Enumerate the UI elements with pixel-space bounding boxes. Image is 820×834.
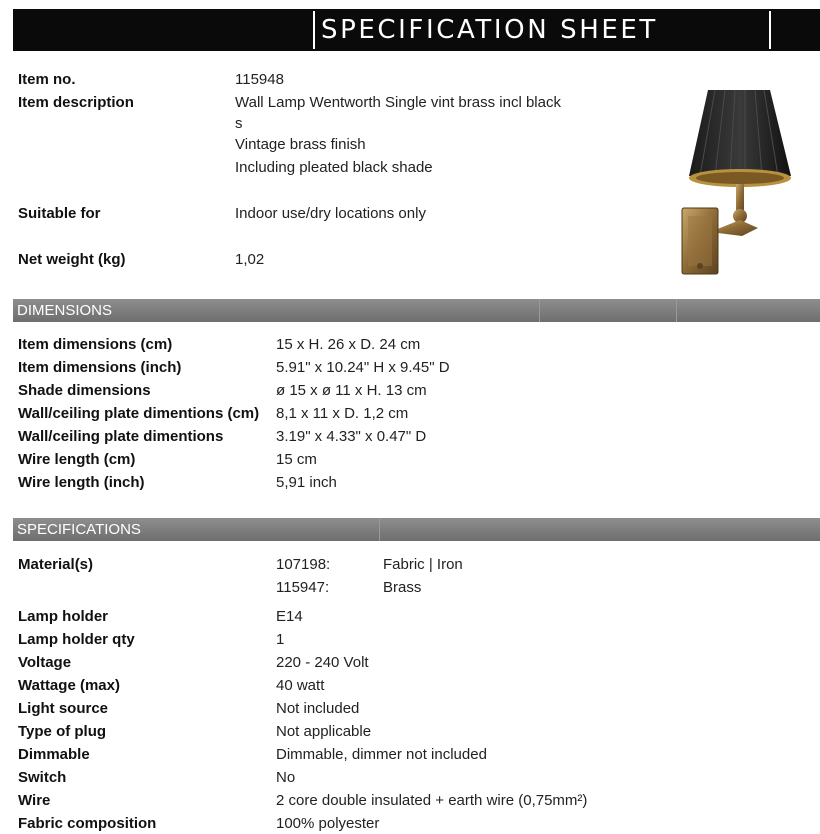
product-image	[670, 80, 810, 285]
dimensions-section-title: DIMENSIONS	[17, 302, 113, 319]
spec-label: Light source	[18, 700, 109, 717]
item-description-line: Including pleated black shade	[235, 159, 433, 176]
dimension-value: 8,1 x 11 x D. 1,2 cm	[276, 405, 409, 422]
spec-value: 2 core double insulated + earth wire (0,75mm²)	[276, 792, 588, 809]
dimensions-section-header	[13, 299, 820, 322]
spec-value: 220 - 240 Volt	[276, 654, 369, 671]
materials-label: Material(s)	[18, 556, 94, 573]
spec-value: 1	[276, 631, 285, 648]
spec-value: 100% polyester	[276, 815, 380, 832]
material-code: 115947:	[276, 579, 330, 596]
dimension-label: Item dimensions (cm)	[18, 336, 173, 353]
spec-label: Fabric composition	[18, 815, 157, 832]
item-description-label: Item description	[18, 94, 134, 111]
material-name: Fabric | Iron	[383, 556, 463, 573]
spec-label: Type of plug	[18, 723, 107, 740]
spec-value: Not included	[276, 700, 360, 717]
specifications-section-title: SPECIFICATIONS	[17, 521, 141, 538]
item-description-line: Wall Lamp Wentworth Single vint brass incl black	[235, 94, 561, 111]
dimension-label: Wire length (inch)	[18, 474, 145, 491]
spec-value: No	[276, 769, 296, 786]
spec-label: Voltage	[18, 654, 72, 671]
dimension-value: 15 cm	[276, 451, 317, 468]
material-name: Brass	[383, 579, 422, 596]
dimension-label: Shade dimensions	[18, 382, 151, 399]
weight-value: 1,02	[235, 251, 265, 268]
weight-label: Net weight (kg)	[18, 251, 126, 268]
spec-label: Lamp holder	[18, 608, 109, 625]
dimension-value: 15 x H. 26 x D. 24 cm	[276, 336, 421, 353]
suitable-label: Suitable for	[18, 205, 101, 222]
page-title: SPECIFICATION SHEET	[313, 11, 771, 49]
suitable-value: Indoor use/dry locations only	[235, 205, 426, 222]
spec-label: Dimmable	[18, 746, 90, 763]
spec-label: Lamp holder qty	[18, 631, 135, 648]
specifications-section-header	[13, 518, 820, 541]
dimension-label: Wall/ceiling plate dimentions	[18, 428, 224, 445]
item-number-value: 115948	[235, 71, 284, 88]
spec-value: Not applicable	[276, 723, 372, 740]
spec-value: E14	[276, 608, 303, 625]
dimension-label: Wire length (cm)	[18, 451, 136, 468]
spec-label: Wire	[18, 792, 51, 809]
dimension-label: Wall/ceiling plate dimentions (cm)	[18, 405, 260, 422]
dimension-value: 5,91 inch	[276, 474, 337, 491]
item-description-line: s	[235, 115, 243, 132]
item-number-label: Item no.	[18, 71, 76, 88]
dimension-value: ø 15 x ø 11 x H. 13 cm	[276, 382, 427, 399]
dimension-value: 5.91" x 10.24" H x 9.45" D	[276, 359, 450, 376]
material-code: 107198:	[276, 556, 331, 573]
dimension-label: Item dimensions (inch)	[18, 359, 182, 376]
spec-label: Wattage (max)	[18, 677, 120, 694]
dimension-value: 3.19" x 4.33" x 0.47" D	[276, 428, 427, 445]
spec-label: Switch	[18, 769, 67, 786]
item-description-line: Vintage brass finish	[235, 136, 366, 153]
spec-value: Dimmable, dimmer not included	[276, 746, 487, 763]
spec-value: 40 watt	[276, 677, 325, 694]
